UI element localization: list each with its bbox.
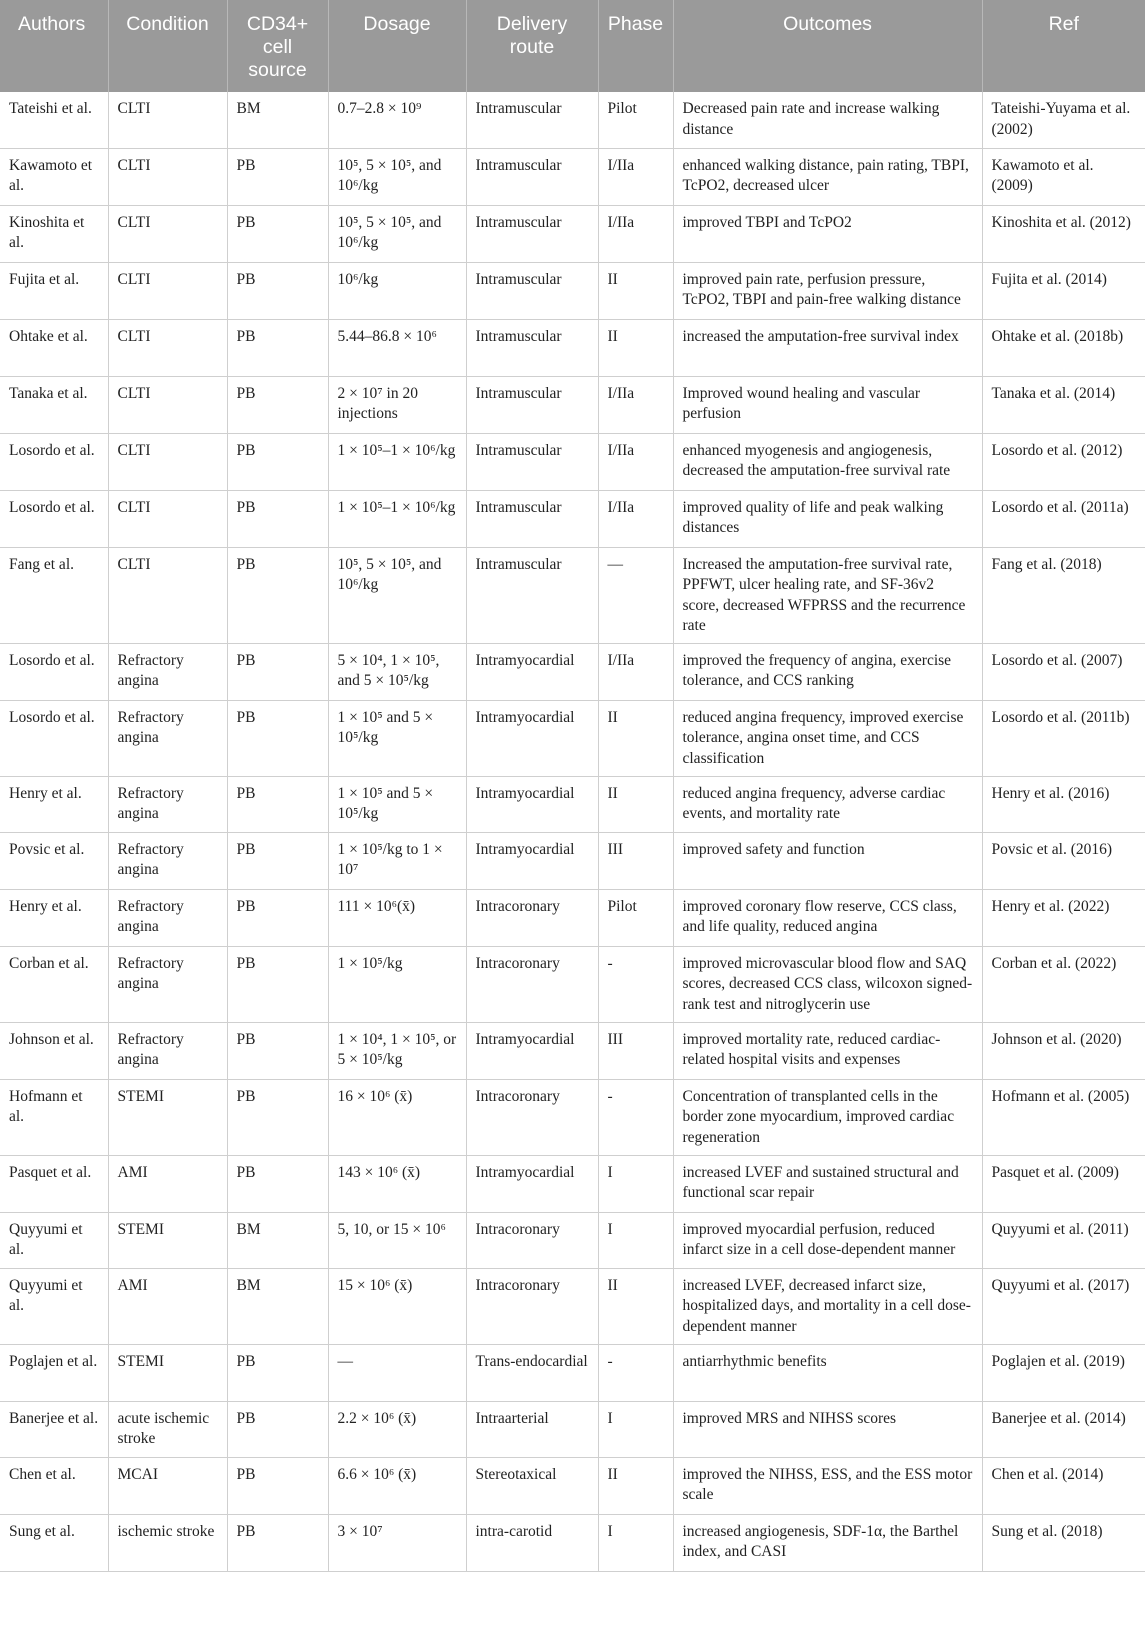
- ref-cell: Losordo et al. (2012): [982, 433, 1145, 490]
- authors-cell: Hofmann et al.: [0, 1079, 108, 1155]
- ref-cell: Corban et al. (2022): [982, 946, 1145, 1022]
- delivery-route-cell: Intramyocardial: [466, 1022, 598, 1079]
- phase-cell: I/IIa: [598, 205, 673, 262]
- condition-cell: ischemic stroke: [108, 1514, 227, 1571]
- authors-cell: Losordo et al.: [0, 700, 108, 776]
- delivery-route-cell: Intramyocardial: [466, 832, 598, 889]
- table-row: [0, 490, 1145, 547]
- cell-source-cell: PB: [227, 776, 328, 832]
- dosage-cell: 6.6 × 10⁶ (x̄): [328, 1457, 466, 1514]
- dosage-cell: 10⁵, 5 × 10⁵, and 10⁶/kg: [328, 547, 466, 643]
- cell-source-cell: BM: [227, 1268, 328, 1344]
- authors-cell: Pasquet et al.: [0, 1155, 108, 1212]
- condition-cell: STEMI: [108, 1212, 227, 1268]
- cell-source-cell: PB: [227, 490, 328, 547]
- dosage-cell: 1 × 10⁵/kg: [328, 946, 466, 1022]
- dosage-cell: 1 × 10⁵ and 5 × 10⁵/kg: [328, 776, 466, 832]
- header-ref: Ref: [982, 0, 1145, 92]
- condition-cell: Refractory angina: [108, 700, 227, 776]
- authors-cell: Losordo et al.: [0, 643, 108, 700]
- outcomes-cell: increased the amputation-free survival index: [673, 319, 982, 376]
- cell-source-cell: PB: [227, 547, 328, 643]
- header-cell-source: CD34+ cell source: [227, 0, 328, 92]
- delivery-route-cell: Intramuscular: [466, 319, 598, 376]
- outcomes-cell: improved coronary flow reserve, CCS class, and life quality, reduced angina: [673, 889, 982, 946]
- authors-cell: Kawamoto et al.: [0, 148, 108, 205]
- table-row: [0, 1514, 1145, 1571]
- ref-cell: Poglajen et al. (2019): [982, 1344, 1145, 1401]
- ref-cell: Johnson et al. (2020): [982, 1022, 1145, 1079]
- outcomes-cell: increased angiogenesis, SDF-1α, the Barthel index, and CASI: [673, 1514, 982, 1571]
- condition-cell: CLTI: [108, 262, 227, 319]
- outcomes-cell: enhanced walking distance, pain rating, TBPI, TcPO2, decreased ulcer: [673, 148, 982, 205]
- condition-cell: CLTI: [108, 490, 227, 547]
- table-row: [0, 1079, 1145, 1155]
- authors-cell: Chen et al.: [0, 1457, 108, 1514]
- dosage-cell: 5 × 10⁴, 1 × 10⁵, and 5 × 10⁵/kg: [328, 643, 466, 700]
- ref-cell: Sung et al. (2018): [982, 1514, 1145, 1571]
- ref-cell: Fujita et al. (2014): [982, 262, 1145, 319]
- header-dosage: Dosage: [328, 0, 466, 92]
- delivery-route-cell: Intramyocardial: [466, 643, 598, 700]
- authors-cell: Losordo et al.: [0, 490, 108, 547]
- phase-cell: Pilot: [598, 92, 673, 148]
- delivery-route-cell: Intramuscular: [466, 376, 598, 433]
- delivery-route-cell: intra-carotid: [466, 1514, 598, 1571]
- ref-cell: Tanaka et al. (2014): [982, 376, 1145, 433]
- outcomes-cell: improved myocardial perfusion, reduced infarct size in a cell dose-dependent manner: [673, 1212, 982, 1268]
- ref-cell: Fang et al. (2018): [982, 547, 1145, 643]
- condition-cell: CLTI: [108, 547, 227, 643]
- condition-cell: CLTI: [108, 319, 227, 376]
- dosage-cell: —: [328, 1344, 466, 1401]
- phase-cell: I/IIa: [598, 148, 673, 205]
- cell-source-cell: PB: [227, 1401, 328, 1457]
- phase-cell: II: [598, 262, 673, 319]
- delivery-route-cell: Intramyocardial: [466, 1155, 598, 1212]
- authors-cell: Losordo et al.: [0, 433, 108, 490]
- table-row: [0, 700, 1145, 776]
- condition-cell: Refractory angina: [108, 776, 227, 832]
- outcomes-cell: reduced angina frequency, adverse cardiac events, and mortality rate: [673, 776, 982, 832]
- delivery-route-cell: Intramyocardial: [466, 776, 598, 832]
- authors-cell: Corban et al.: [0, 946, 108, 1022]
- ref-cell: Povsic et al. (2016): [982, 832, 1145, 889]
- authors-cell: Banerjee et al.: [0, 1401, 108, 1457]
- ref-cell: Banerjee et al. (2014): [982, 1401, 1145, 1457]
- ref-cell: Kinoshita et al. (2012): [982, 205, 1145, 262]
- table-row: [0, 776, 1145, 832]
- cell-source-cell: PB: [227, 205, 328, 262]
- outcomes-cell: reduced angina frequency, improved exercise tolerance, angina onset time, and CCS classification: [673, 700, 982, 776]
- cell-source-cell: PB: [227, 643, 328, 700]
- cell-source-cell: PB: [227, 832, 328, 889]
- outcomes-cell: Concentration of transplanted cells in the border zone myocardium, improved cardiac regeneration: [673, 1079, 982, 1155]
- outcomes-cell: improved the NIHSS, ESS, and the ESS motor scale: [673, 1457, 982, 1514]
- cell-source-cell: PB: [227, 1344, 328, 1401]
- delivery-route-cell: Intracoronary: [466, 1079, 598, 1155]
- condition-cell: CLTI: [108, 433, 227, 490]
- table-row: [0, 92, 1145, 148]
- delivery-route-cell: Intramuscular: [466, 205, 598, 262]
- cell-source-cell: PB: [227, 1514, 328, 1571]
- table-row: [0, 205, 1145, 262]
- dosage-cell: 10⁵, 5 × 10⁵, and 10⁶/kg: [328, 205, 466, 262]
- outcomes-cell: antiarrhythmic benefits: [673, 1344, 982, 1401]
- outcomes-cell: increased LVEF and sustained structural and functional scar repair: [673, 1155, 982, 1212]
- phase-cell: Pilot: [598, 889, 673, 946]
- phase-cell: II: [598, 1457, 673, 1514]
- phase-cell: II: [598, 1268, 673, 1344]
- delivery-route-cell: Stereotaxical: [466, 1457, 598, 1514]
- ref-cell: Quyyumi et al. (2011): [982, 1212, 1145, 1268]
- phase-cell: —: [598, 547, 673, 643]
- delivery-route-cell: Intraarterial: [466, 1401, 598, 1457]
- cell-source-cell: PB: [227, 433, 328, 490]
- ref-cell: Tateishi-Yuyama et al. (2002): [982, 92, 1145, 148]
- dosage-cell: 10⁵, 5 × 10⁵, and 10⁶/kg: [328, 148, 466, 205]
- authors-cell: Ohtake et al.: [0, 319, 108, 376]
- outcomes-cell: improved TBPI and TcPO2: [673, 205, 982, 262]
- table-row: [0, 1022, 1145, 1079]
- header-outcomes: Outcomes: [673, 0, 982, 92]
- condition-cell: Refractory angina: [108, 946, 227, 1022]
- condition-cell: CLTI: [108, 205, 227, 262]
- dosage-cell: 1 × 10⁵ and 5 × 10⁵/kg: [328, 700, 466, 776]
- dosage-cell: 1 × 10⁵/kg to 1 × 10⁷: [328, 832, 466, 889]
- phase-cell: II: [598, 776, 673, 832]
- condition-cell: CLTI: [108, 92, 227, 148]
- dosage-cell: 10⁶/kg: [328, 262, 466, 319]
- outcomes-cell: improved quality of life and peak walking distances: [673, 490, 982, 547]
- header-delivery-route: Delivery route: [466, 0, 598, 92]
- dosage-cell: 5, 10, or 15 × 10⁶: [328, 1212, 466, 1268]
- dosage-cell: 5.44–86.8 × 10⁶: [328, 319, 466, 376]
- cell-source-cell: PB: [227, 1022, 328, 1079]
- delivery-route-cell: Intramuscular: [466, 490, 598, 547]
- delivery-route-cell: Intramuscular: [466, 262, 598, 319]
- cell-source-cell: PB: [227, 148, 328, 205]
- outcomes-cell: improved pain rate, perfusion pressure, TcPO2, TBPI and pain-free walking distance: [673, 262, 982, 319]
- outcomes-cell: increased LVEF, decreased infarct size, hospitalized days, and mortality in a cell dose-dependent manner: [673, 1268, 982, 1344]
- table-row: [0, 1268, 1145, 1344]
- header-row: [0, 0, 1145, 92]
- condition-cell: CLTI: [108, 148, 227, 205]
- table-row: [0, 946, 1145, 1022]
- dosage-cell: 3 × 10⁷: [328, 1514, 466, 1571]
- outcomes-cell: improved microvascular blood flow and SAQ scores, decreased CCS class, wilcoxon signed-rank test and nitroglycerin use: [673, 946, 982, 1022]
- cell-source-cell: PB: [227, 946, 328, 1022]
- authors-cell: Poglajen et al.: [0, 1344, 108, 1401]
- phase-cell: I: [598, 1401, 673, 1457]
- authors-cell: Povsic et al.: [0, 832, 108, 889]
- outcomes-cell: improved safety and function: [673, 832, 982, 889]
- outcomes-cell: Improved wound healing and vascular perfusion: [673, 376, 982, 433]
- outcomes-cell: enhanced myogenesis and angiogenesis, decreased the amputation-free survival rate: [673, 433, 982, 490]
- phase-cell: III: [598, 832, 673, 889]
- ref-cell: Chen et al. (2014): [982, 1457, 1145, 1514]
- cell-source-cell: PB: [227, 889, 328, 946]
- authors-cell: Quyyumi et al.: [0, 1212, 108, 1268]
- phase-cell: I/IIa: [598, 490, 673, 547]
- ref-cell: Losordo et al. (2011b): [982, 700, 1145, 776]
- cell-source-cell: PB: [227, 1079, 328, 1155]
- ref-cell: Quyyumi et al. (2017): [982, 1268, 1145, 1344]
- table-row: [0, 1155, 1145, 1212]
- phase-cell: -: [598, 946, 673, 1022]
- table-row: [0, 433, 1145, 490]
- ref-cell: Ohtake et al. (2018b): [982, 319, 1145, 376]
- cell-source-cell: PB: [227, 262, 328, 319]
- dosage-cell: 0.7–2.8 × 10⁹: [328, 92, 466, 148]
- table-row: [0, 1401, 1145, 1457]
- cell-source-cell: PB: [227, 319, 328, 376]
- cell-source-cell: PB: [227, 376, 328, 433]
- outcomes-cell: improved mortality rate, reduced cardiac-related hospital visits and expenses: [673, 1022, 982, 1079]
- header-phase: Phase: [598, 0, 673, 92]
- phase-cell: III: [598, 1022, 673, 1079]
- table-row: [0, 643, 1145, 700]
- table-row: [0, 319, 1145, 376]
- condition-cell: Refractory angina: [108, 889, 227, 946]
- outcomes-cell: Decreased pain rate and increase walking distance: [673, 92, 982, 148]
- condition-cell: AMI: [108, 1268, 227, 1344]
- phase-cell: I/IIa: [598, 433, 673, 490]
- phase-cell: I/IIa: [598, 643, 673, 700]
- delivery-route-cell: Intramyocardial: [466, 700, 598, 776]
- condition-cell: acute ischemic stroke: [108, 1401, 227, 1457]
- table-row: [0, 262, 1145, 319]
- outcomes-cell: improved MRS and NIHSS scores: [673, 1401, 982, 1457]
- condition-cell: STEMI: [108, 1079, 227, 1155]
- table-row: [0, 1457, 1145, 1514]
- condition-cell: STEMI: [108, 1344, 227, 1401]
- condition-cell: Refractory angina: [108, 643, 227, 700]
- phase-cell: II: [598, 319, 673, 376]
- cell-source-cell: PB: [227, 1155, 328, 1212]
- ref-cell: Hofmann et al. (2005): [982, 1079, 1145, 1155]
- dosage-cell: 15 × 10⁶ (x̄): [328, 1268, 466, 1344]
- table-row: [0, 889, 1145, 946]
- phase-cell: I: [598, 1155, 673, 1212]
- dosage-cell: 16 × 10⁶ (x̄): [328, 1079, 466, 1155]
- dosage-cell: 2 × 10⁷ in 20 injections: [328, 376, 466, 433]
- delivery-route-cell: Intracoronary: [466, 1268, 598, 1344]
- condition-cell: CLTI: [108, 376, 227, 433]
- phase-cell: -: [598, 1079, 673, 1155]
- table-row: [0, 148, 1145, 205]
- phase-cell: I: [598, 1514, 673, 1571]
- header-condition: Condition: [108, 0, 227, 92]
- dosage-cell: 1 × 10⁴, 1 × 10⁵, or 5 × 10⁵/kg: [328, 1022, 466, 1079]
- table-row: [0, 376, 1145, 433]
- delivery-route-cell: Intramuscular: [466, 547, 598, 643]
- delivery-route-cell: Intramuscular: [466, 433, 598, 490]
- phase-cell: II: [598, 700, 673, 776]
- delivery-route-cell: Intracoronary: [466, 1212, 598, 1268]
- condition-cell: MCAI: [108, 1457, 227, 1514]
- authors-cell: Johnson et al.: [0, 1022, 108, 1079]
- dosage-cell: 1 × 10⁵–1 × 10⁶/kg: [328, 490, 466, 547]
- delivery-route-cell: Intracoronary: [466, 946, 598, 1022]
- delivery-route-cell: Intramuscular: [466, 148, 598, 205]
- outcomes-cell: improved the frequency of angina, exercise tolerance, and CCS ranking: [673, 643, 982, 700]
- authors-cell: Fang et al.: [0, 547, 108, 643]
- condition-cell: AMI: [108, 1155, 227, 1212]
- cell-source-cell: PB: [227, 700, 328, 776]
- dosage-cell: 1 × 10⁵–1 × 10⁶/kg: [328, 433, 466, 490]
- table-row: [0, 832, 1145, 889]
- authors-cell: Quyyumi et al.: [0, 1268, 108, 1344]
- ref-cell: Henry et al. (2016): [982, 776, 1145, 832]
- cell-source-cell: BM: [227, 92, 328, 148]
- header-authors: Authors: [0, 0, 108, 92]
- table-body: [0, 92, 1145, 1571]
- table-row: [0, 1212, 1145, 1268]
- ref-cell: Losordo et al. (2011a): [982, 490, 1145, 547]
- delivery-route-cell: Trans-endocardial: [466, 1344, 598, 1401]
- condition-cell: Refractory angina: [108, 1022, 227, 1079]
- ref-cell: Henry et al. (2022): [982, 889, 1145, 946]
- ref-cell: Losordo et al. (2007): [982, 643, 1145, 700]
- authors-cell: Fujita et al.: [0, 262, 108, 319]
- cell-source-cell: PB: [227, 1457, 328, 1514]
- dosage-cell: 111 × 10⁶(x̄): [328, 889, 466, 946]
- authors-cell: Tateishi et al.: [0, 92, 108, 148]
- authors-cell: Henry et al.: [0, 889, 108, 946]
- authors-cell: Henry et al.: [0, 776, 108, 832]
- phase-cell: -: [598, 1344, 673, 1401]
- condition-cell: Refractory angina: [108, 832, 227, 889]
- phase-cell: I: [598, 1212, 673, 1268]
- phase-cell: I/IIa: [598, 376, 673, 433]
- outcomes-cell: Increased the amputation-free survival rate, PPFWT, ulcer healing rate, and SF-36v2 score, decreased WFPRSS and the recurrence rate: [673, 547, 982, 643]
- dosage-cell: 143 × 10⁶ (x̄): [328, 1155, 466, 1212]
- authors-cell: Sung et al.: [0, 1514, 108, 1571]
- authors-cell: Tanaka et al.: [0, 376, 108, 433]
- delivery-route-cell: Intracoronary: [466, 889, 598, 946]
- delivery-route-cell: Intramuscular: [466, 92, 598, 148]
- dosage-cell: 2.2 × 10⁶ (x̄): [328, 1401, 466, 1457]
- ref-cell: Kawamoto et al. (2009): [982, 148, 1145, 205]
- authors-cell: Kinoshita et al.: [0, 205, 108, 262]
- table-row: [0, 1344, 1145, 1401]
- table-row: [0, 547, 1145, 643]
- ref-cell: Pasquet et al. (2009): [982, 1155, 1145, 1212]
- cell-source-cell: BM: [227, 1212, 328, 1268]
